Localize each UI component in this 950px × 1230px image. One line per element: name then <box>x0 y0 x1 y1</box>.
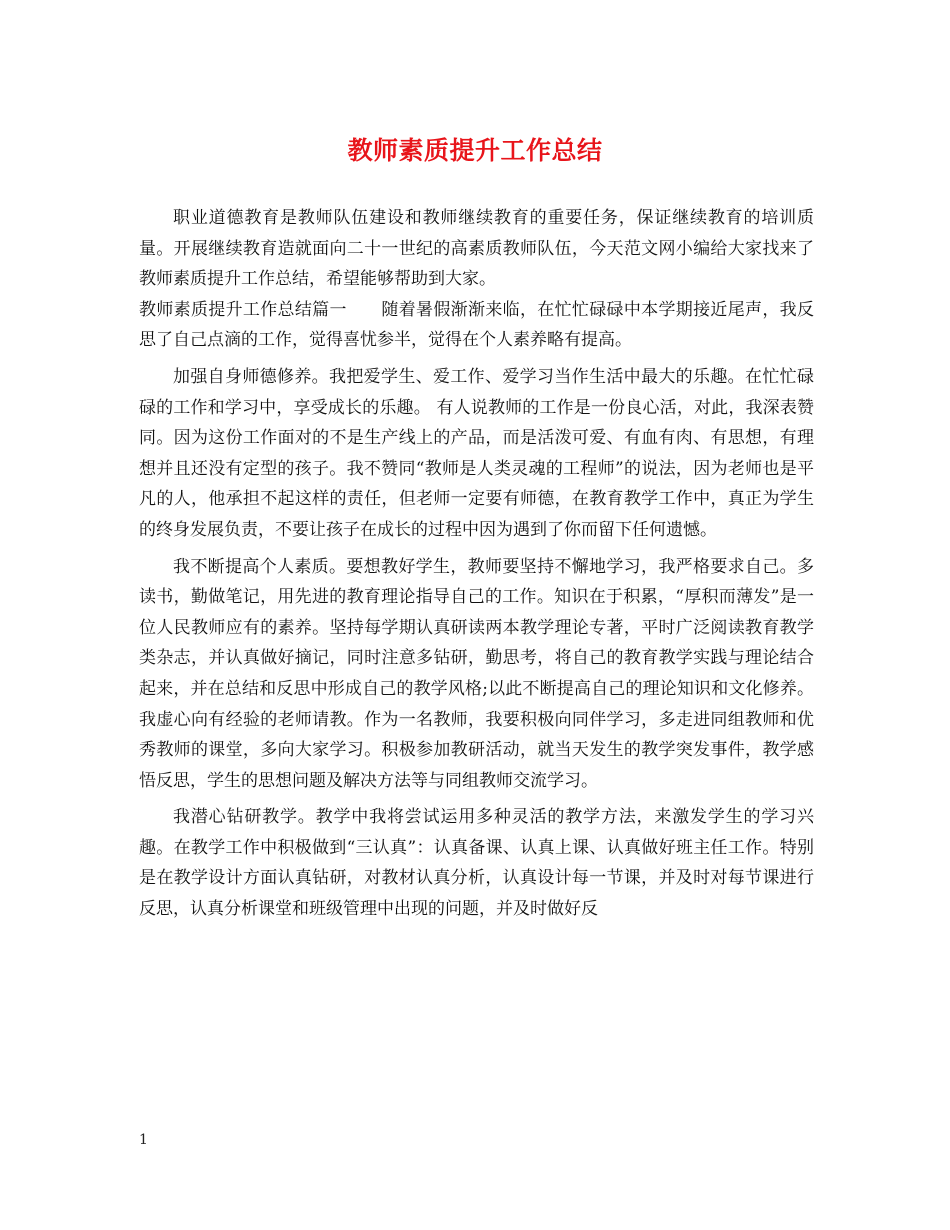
document-title: 教师素质提升工作总结 <box>347 136 603 165</box>
paragraph-personal-quality: 我不断提高个人素质。要想教好学生，教师要坚持不懈地学习，我严格要求自己。多读书，勤做笔记，用先进的教育理论指导自己的工作。知识在于积累，“厚积而薄发”是一位人民教师应有的素养。坚持每学期认真研读两本教学理论专著，平时广泛阅读教育教学类杂志，并认真做好摘记，同时注意多钻研，勤思考，将自己的教育教学实践与理论结合起来，并在总结和反思中形成自己的教学风格;以此不断提高自己的理论知识和文化修养。我虚心向有经验的老师请教。作为一名教师，我要积极向同伴学习，多走进同组教师和优秀教师的课堂，多向大家学习。积极参加教研活动，就当天发生的教学突发事件，教学感悟反思，学生的思想问题及解决方法等与同组教师交流学习。 <box>139 556 814 791</box>
paragraph-teaching-research: 我潜心钻研教学。教学中我将尝试运用多种灵活的教学方法，来激发学生的学习兴趣。在教学工作中积极做到“三认真”：认真备课、认真上课、认真做好班主任工作。特别是在教学设计方面认真钻研，对教材认真分析，认真设计每一节课，并及时对每节课进行反思，认真分析课堂和班级管理中出现的问题，并及时做好反 <box>139 807 814 920</box>
document-body <box>139 203 814 925</box>
paragraph-section-one-opening: 教师素质提升工作总结篇一 随着暑假渐渐来临，在忙忙碌碌中本学期接近尾声，我反思了自己点滴的工作，觉得喜忧参半，觉得在个人素养略有提高。 <box>139 299 814 351</box>
page-number: 1 <box>139 1132 148 1148</box>
paragraph-teacher-ethics: 加强自身师德修养。我把爱学生、爱工作、爱学习当作生活中最大的乐趣。在忙忙碌碌的工作和学习中，享受成长的乐趣。 有人说教师的工作是一份良心活，对此，我深表赞同。因为这份工作面对的不是生产线上的产品，而是活泼可爱、有血有肉、有思想，有理想并且还没有定型的孩子。我不赞同“教师是人类灵魂的工程师”的说法，因为老师也是平凡的人，他承担不起这样的责任，但老师一定要有师德，在教育教学工作中，真正为学生的终身发展负责，不要让孩子在成长的过程中因为遇到了你而留下任何遗憾。 <box>139 366 814 540</box>
paragraph-intro: 职业道德教育是教师队伍建设和教师继续教育的重要任务，保证继续教育的培训质量。开展继续教育造就面向二十一世纪的高素质教师队伍，今天范文网小编给大家找来了教师素质提升工作总结，希望能够帮助到大家。 <box>139 208 814 290</box>
